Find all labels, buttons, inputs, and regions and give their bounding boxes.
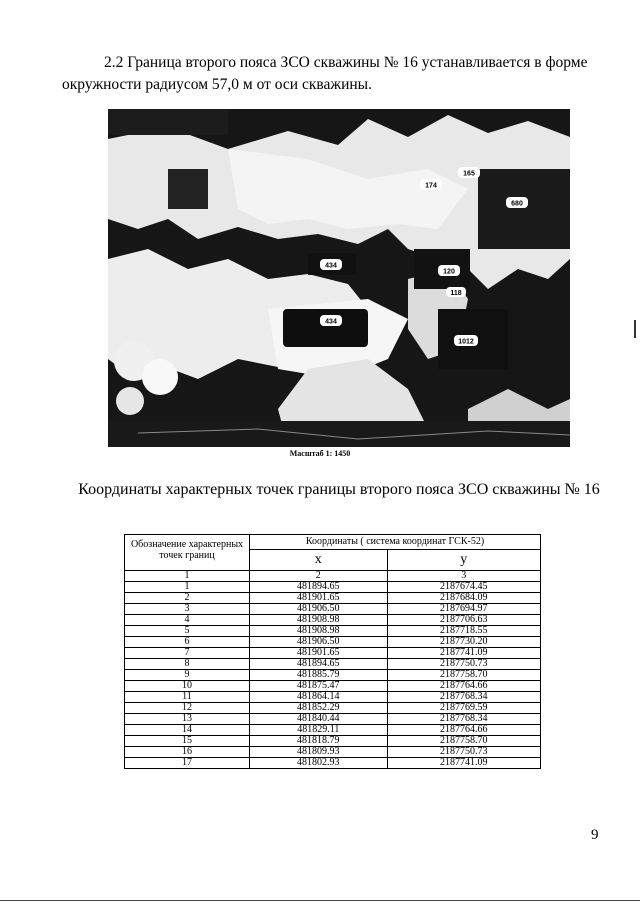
map-scale-caption: Масштаб 1: 1450: [289, 449, 351, 458]
y-coordinate-cell: 2187741.09: [387, 648, 540, 659]
x-coordinate-cell: 481852.29: [250, 703, 388, 714]
x-coordinate-cell: 481901.65: [250, 648, 388, 659]
point-number-cell: 12: [125, 703, 250, 714]
column-header-y: y: [387, 550, 540, 571]
point-number-cell: 13: [125, 714, 250, 725]
x-coordinate-cell: 481802.93: [250, 758, 388, 769]
y-coordinate-cell: 2187741.09: [387, 758, 540, 769]
table-row: [125, 648, 541, 659]
table-row: [125, 758, 541, 769]
y-coordinate-cell: 2187758.70: [387, 670, 540, 681]
column-header-points: Обозначение характерных точек границ: [125, 535, 250, 571]
table-row: [125, 593, 541, 604]
table-row: [125, 714, 541, 725]
y-coordinate-cell: 2187769.59: [387, 703, 540, 714]
x-coordinate-cell: 481885.79: [250, 670, 388, 681]
column-header-coordinates: Координаты ( система координат ГСК-52): [250, 535, 541, 550]
map-label: 680: [511, 200, 523, 208]
x-coordinate-cell: 481809.93: [250, 747, 388, 758]
y-coordinate-cell: 2187706.63: [387, 615, 540, 626]
point-number-cell: 17: [125, 758, 250, 769]
table-row: [125, 582, 541, 593]
table-row: [125, 725, 541, 736]
y-coordinate-cell: 2187768.34: [387, 692, 540, 703]
x-coordinate-cell: 481906.50: [250, 637, 388, 648]
point-number-cell: 16: [125, 747, 250, 758]
x-coordinate-cell: 481840.44: [250, 714, 388, 725]
table-row: [125, 604, 541, 615]
y-coordinate-cell: 2187768.34: [387, 714, 540, 725]
map-label: 174: [425, 182, 437, 190]
point-number-cell: 7: [125, 648, 250, 659]
column-header-x: x: [250, 550, 388, 571]
column-number: 3: [387, 571, 540, 582]
map-svg: [108, 109, 570, 447]
point-number-cell: 3: [125, 604, 250, 615]
point-number-cell: 11: [125, 692, 250, 703]
point-number-cell: 4: [125, 615, 250, 626]
table-row: [125, 615, 541, 626]
scan-margin-mark: [634, 320, 636, 338]
scan-bottom-rule: [0, 900, 640, 901]
table-row: [125, 703, 541, 714]
y-coordinate-cell: 2187750.73: [387, 747, 540, 758]
y-coordinate-cell: 2187674.45: [387, 582, 540, 593]
map-label: 165: [463, 170, 475, 178]
point-number-cell: 9: [125, 670, 250, 681]
point-number-cell: 14: [125, 725, 250, 736]
column-number: 1: [125, 571, 250, 582]
point-number-cell: 1: [125, 582, 250, 593]
table-row: [125, 659, 541, 670]
x-coordinate-cell: 481894.65: [250, 582, 388, 593]
x-coordinate-cell: 481906.50: [250, 604, 388, 615]
x-coordinate-cell: 481908.98: [250, 626, 388, 637]
x-coordinate-cell: 481818.79: [250, 736, 388, 747]
map-label: 434: [325, 318, 337, 326]
table-row: [125, 637, 541, 648]
map-label: 434: [325, 262, 337, 270]
x-coordinate-cell: 481901.65: [250, 593, 388, 604]
table-row: [125, 747, 541, 758]
x-coordinate-cell: 481875.47: [250, 681, 388, 692]
y-coordinate-cell: 2187730.20: [387, 637, 540, 648]
table-title: Координаты характерных точек границы второго пояса ЗСО скважины № 16: [78, 481, 600, 498]
x-coordinate-cell: 481864.14: [250, 692, 388, 703]
y-coordinate-cell: 2187764.66: [387, 725, 540, 736]
table-row: [125, 736, 541, 747]
point-number-cell: 10: [125, 681, 250, 692]
point-number-cell: 6: [125, 637, 250, 648]
point-number-cell: 15: [125, 736, 250, 747]
coordinates-table-body: [125, 582, 541, 769]
point-number-cell: 8: [125, 659, 250, 670]
intro-paragraph: 2.2 Граница второго пояса ЗСО скважины № 16 устанавливается в форме окружности радиусом 57,0 м от оси скважины.: [62, 54, 588, 93]
table-row: [125, 670, 541, 681]
column-number: 2: [250, 571, 388, 582]
table-row: [125, 626, 541, 637]
point-number-cell: 2: [125, 593, 250, 604]
y-coordinate-cell: 2187750.73: [387, 659, 540, 670]
map-label: 118: [450, 290, 462, 297]
map-label: 120: [443, 268, 455, 276]
aerial-map-image: [108, 109, 570, 447]
x-coordinate-cell: 481829.11: [250, 725, 388, 736]
page-number: 9: [591, 827, 599, 843]
coordinates-table: [124, 534, 541, 769]
x-coordinate-cell: 481908.98: [250, 615, 388, 626]
table-row: [125, 681, 541, 692]
map-label: 1012: [458, 338, 474, 346]
y-coordinate-cell: 2187764.66: [387, 681, 540, 692]
y-coordinate-cell: 2187694.97: [387, 604, 540, 615]
x-coordinate-cell: 481894.65: [250, 659, 388, 670]
point-number-cell: 5: [125, 626, 250, 637]
y-coordinate-cell: 2187718.55: [387, 626, 540, 637]
table-row: [125, 692, 541, 703]
y-coordinate-cell: 2187758.70: [387, 736, 540, 747]
y-coordinate-cell: 2187684.09: [387, 593, 540, 604]
